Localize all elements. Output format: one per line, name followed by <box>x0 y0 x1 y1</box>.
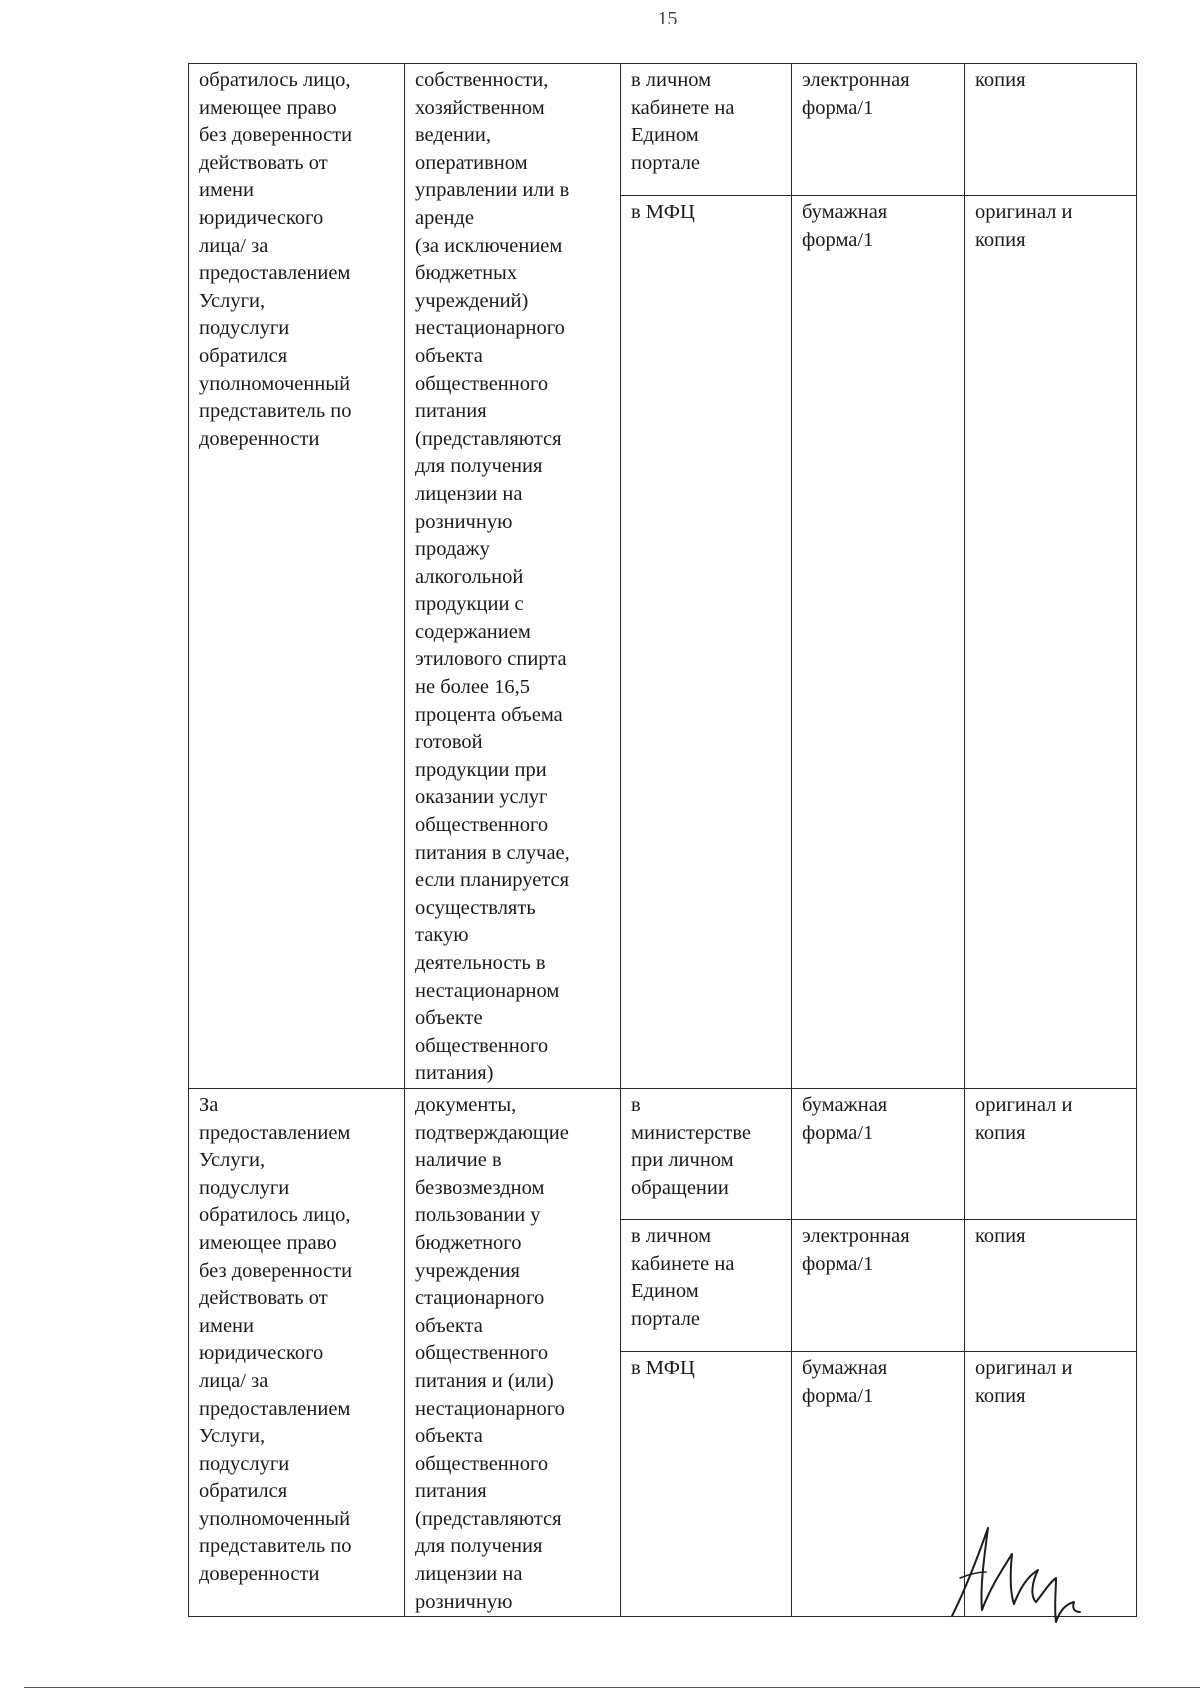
table-row <box>189 64 1137 196</box>
documents-table <box>188 63 1137 1617</box>
document-form-cell: бумажная форма/1 <box>792 1351 965 1616</box>
applicant-cell: обратилось лицо, имеющее право без доверенности действовать от имени юридического лица/ за предоставлением Услуги, подуслуги обратился уполномоченный представитель по доверенности <box>189 64 405 1089</box>
document-type-cell: копия <box>965 64 1137 196</box>
document-form-cell: бумажная форма/1 <box>792 1088 965 1219</box>
submission-place-cell: в МФЦ <box>621 1351 792 1616</box>
applicant-cell: За предоставлением Услуги, подуслуги обратилось лицо, имеющее право без доверенности действовать от имени юридического лица/ за предоставлением Услуги, подуслуги обратился уполномоченный представитель по доверенности <box>189 1088 405 1616</box>
document-form-cell: электронная форма/1 <box>792 1219 965 1351</box>
document-form-cell: бумажная форма/1 <box>792 196 965 1089</box>
submission-place-cell: в личном кабинете на Едином портале <box>621 1219 792 1351</box>
submission-place-cell: в МФЦ <box>621 196 792 1089</box>
document-form-cell: электронная форма/1 <box>792 64 965 196</box>
submission-place-cell: в министерстве при личном обращении <box>621 1088 792 1219</box>
document-type-cell: копия <box>965 1219 1137 1351</box>
document-type-cell: оригинал и копия <box>965 1088 1137 1219</box>
handwritten-signature <box>940 1518 1090 1628</box>
document-cell: документы, подтверждающие наличие в безвозмездном пользовании у бюджетного учреждения стационарного объекта общественного питания и (или) нестационарного объекта общественного питания (представляются для получения лицензии на розничную <box>405 1088 621 1616</box>
document-type-cell: оригинал и копия <box>965 1351 1137 1616</box>
document-type-cell: оригинал и копия <box>965 196 1137 1089</box>
table-row <box>189 1088 1137 1219</box>
bottom-rule <box>24 1687 1200 1688</box>
submission-place-cell: в личном кабинете на Едином портале <box>621 64 792 196</box>
document-cell: собственности, хозяйственном ведении, оперативном управлении или в аренде (за исключением бюджетных учреждений) нестационарного объекта общественного питания (представляются для получения лицензии на розничную продажу алкогольной продукции с содержанием этилового спирта не более 16,5 процента объема готовой продукции при оказании услуг общественного питания в случае, если планируется осуществлять такую деятельность в нестационарном объекте общественного питания) <box>405 64 621 1089</box>
page-number: 15 <box>657 8 678 24</box>
